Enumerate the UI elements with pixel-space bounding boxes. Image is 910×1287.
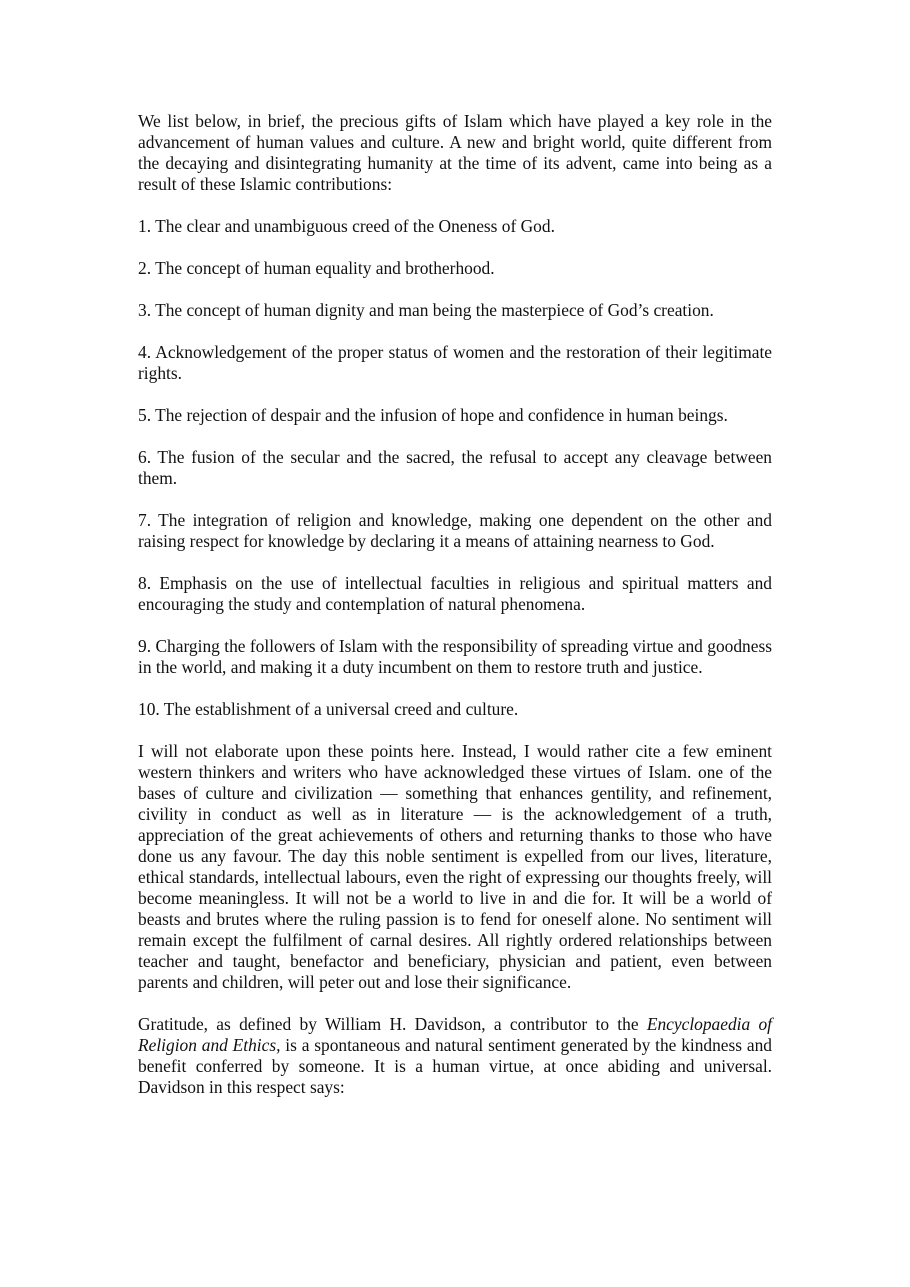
gratitude-paragraph <box>138 1014 772 1098</box>
list-item-3: 3. The concept of human dignity and man being the masterpiece of God’s creation. <box>138 300 714 320</box>
gratitude-text-after: is a spontaneous and natural sentiment generated by the kindness and benefit conferred by someone. It is a human virtue, at once abiding and universal. Davidson in this respect says: <box>138 1035 772 1097</box>
list-item-7: 7. The integration of religion and knowledge, making one dependent on the other and raising respect for knowledge by declaring it a means of attaining nearness to God. <box>138 510 772 551</box>
list-item-5: 5. The rejection of despair and the infusion of hope and confidence in human beings. <box>138 405 728 425</box>
list-item-6: 6. The fusion of the secular and the sacred, the refusal to accept any cleavage between them. <box>138 447 772 488</box>
encyclopaedia-title: Encyclopaedia of Religion and Ethics, <box>138 1014 772 1055</box>
list-item-10: 10. The establishment of a universal creed and culture. <box>138 699 519 719</box>
list-item-2: 2. The concept of human equality and brotherhood. <box>138 258 495 278</box>
document-page <box>138 111 772 1098</box>
list-item-9: 9. Charging the followers of Islam with the responsibility of spreading virtue and goodness in the world, and making it a duty incumbent on them to restore truth and justice. <box>138 636 772 677</box>
list-item-4: 4. Acknowledgement of the proper status of women and the restoration of their legitimate rights. <box>138 342 772 383</box>
list-item-1: 1. The clear and unambiguous creed of the Oneness of God. <box>138 216 555 236</box>
intro-paragraph: We list below, in brief, the precious gifts of Islam which have played a key role in the advancement of human values and culture. A new and bright world, quite different from the decaying and disintegrating humanity at the time of its advent, came into being as a result of these Islamic contributions: <box>138 111 772 194</box>
list-item-8: 8. Emphasis on the use of intellectual faculties in religious and spiritual matters and encouraging the study and contemplation of natural phenomena. <box>138 573 772 614</box>
gratitude-text-before: Gratitude, as defined by William H. Davidson, a contributor to the <box>138 1014 647 1034</box>
body-paragraph: I will not elaborate upon these points here. Instead, I would rather cite a few eminent western thinkers and writers who have acknowledged these virtues of Islam. one of the bases of culture and civilization — something that enhances gentility, and refinement, civility in conduct as well as in literature — is the acknowledgement of a truth, appreciation of the great achievements of others and returning thanks to those who have done us any favour. The day this noble sentiment is expelled from our lives, literature, ethical standards, intellectual labours, even the right of expressing our thoughts freely, will become meaningless. It will not be a world to live in and die for. It will be a world of beasts and brutes where the ruling passion is to fend for oneself alone. No sentiment will remain except the fulfilment of carnal desires. All rightly ordered relationships between teacher and taught, benefactor and beneficiary, physician and patient, even between parents and children, will peter out and lose their significance. <box>138 741 772 992</box>
